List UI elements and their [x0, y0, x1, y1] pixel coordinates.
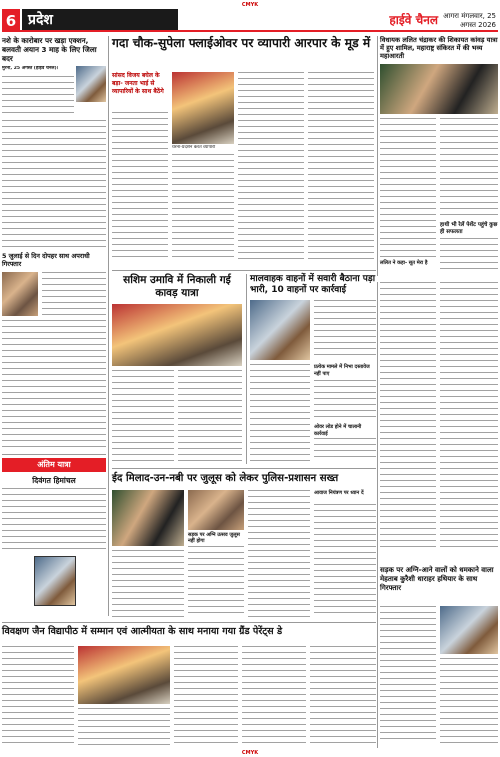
julus-sub: सड़क पर अग्नि उत्सव जुलूस नहीं होगा	[188, 532, 240, 544]
vehicle-photo	[250, 300, 310, 360]
accused-photo	[2, 272, 38, 316]
main-photo-caption: धरना-प्रदर्शन करते व्यापारी	[172, 145, 216, 150]
side-text-1	[380, 606, 436, 744]
bottom-text-4	[242, 646, 306, 746]
vehicle-text-1	[250, 364, 310, 462]
left-text-4	[2, 320, 106, 450]
side-photo	[440, 606, 498, 654]
left-text-2	[2, 120, 106, 248]
section-title: प्रदेश	[22, 9, 178, 32]
main-text-col1	[112, 112, 168, 262]
bottom-story	[2, 626, 376, 748]
obituary-photo	[34, 556, 76, 606]
paper-name: हाईवे चैनल	[389, 13, 438, 27]
main-text-col2	[172, 154, 234, 262]
left-text-3	[42, 272, 106, 316]
place: आगरा	[443, 12, 459, 20]
header-rule	[2, 30, 498, 32]
right-top-text-3	[440, 238, 498, 274]
print-mark-top: CMYK	[241, 2, 259, 8]
bottom-text-5	[310, 646, 376, 746]
kawad-text-2	[178, 370, 242, 462]
main-photo	[172, 72, 234, 144]
right-top-sub2: हाथी भी रेलें पेशेंट पहुंचे कुछ ही सफलता	[440, 222, 498, 235]
julus-story	[112, 472, 376, 620]
obituary-label: अंतिम यात्रा	[2, 458, 106, 472]
print-mark-bottom: CMYK	[241, 750, 259, 756]
julus-headline: ईद मिलाद-उन-नबी पर जुलूस को लेकर पुलिस-प्रशासन सख्त	[112, 473, 339, 484]
obituary-text	[2, 488, 106, 552]
right-middle-text	[380, 282, 498, 560]
left-headline: नशे के कारोबार पर खड़ा एक्शन, बलवती अयान 3 माह के लिए जिला बदर	[2, 36, 97, 63]
vehicle-box1: प्रत्येक मामले में निभा दस्तावेज नहीं पाए	[314, 364, 370, 377]
vehicle-box2: ओवर लोड होने में चालानी कार्रवाई	[314, 424, 362, 437]
vehicle-headline: मालवाहक वाहनों में सवारी बैठाना पड़ा भारी, 10 वाहनों पर कार्रवाई	[250, 274, 376, 295]
right-top-text-2	[440, 118, 498, 218]
bottom-text-2	[78, 708, 170, 746]
side-text-2	[440, 658, 498, 744]
kawad-text-1	[112, 370, 174, 462]
main-text-col4	[308, 72, 374, 262]
vehicle-text-3	[314, 380, 376, 420]
right-top-headline: विधायक ललित चंद्राकर की शिकायत कांवड़ यात्रा में हुए शामिल, महाराष्ट्र संकिरत में की भव्य महाआरती	[380, 36, 498, 60]
kawad-story	[112, 274, 242, 464]
dateline	[438, 12, 496, 30]
left-box-headline: 5 जुलाई से दिन दोपहर साथ अपराधी गिरफ्तार	[2, 252, 90, 268]
kawad-headline: सशिम उमावि में निकाली गई कावड़ यात्रा	[123, 274, 231, 299]
julus-text-4	[314, 504, 376, 618]
kawad-photo	[112, 304, 242, 366]
right-top-story	[380, 36, 498, 276]
bottom-headline: विवक्षण जैन विद्यापीठ में सम्मान एवं आत्मीयता के साथ मनाया गया ग्रैंड पेरेंट्स डे	[2, 626, 283, 637]
julus-photo-2	[188, 490, 244, 530]
julus-photo	[112, 490, 184, 546]
main-story	[112, 36, 374, 266]
julus-text-1	[112, 550, 184, 618]
masthead	[2, 9, 498, 32]
vehicle-text-4	[314, 438, 376, 462]
bottom-text-1	[2, 646, 74, 746]
left-dateline: मुरैना, 25 अगस्त (हाईवे चैनल)।	[2, 66, 59, 71]
side-headline: सड़क पर अग्नि-आने वालों को धमकाने वाला मेहताब कुरैशी धाराहर हथियार के साथ गिरफ्तार	[380, 566, 494, 592]
bottom-text-3	[174, 646, 238, 746]
date: मंगलवार, 25 अगस्त 2026	[459, 12, 496, 29]
julus-sub2: आवाज नियंत्रण पर ध्यान दें	[314, 490, 364, 496]
bottom-photo	[78, 646, 170, 704]
right-top-photo	[380, 64, 498, 114]
person-photo	[76, 66, 106, 102]
vehicle-story	[250, 274, 376, 464]
left-column	[2, 36, 106, 616]
main-headline: गदा चौक-सुपेला फ्लाईओवर पर व्यापारी आरपार के मूड में	[112, 36, 371, 50]
julus-text-2	[188, 546, 244, 618]
page-number: 6	[2, 9, 20, 32]
side-story	[380, 566, 498, 746]
obituary-headline: दिवंगत हिमांचल	[32, 476, 76, 485]
right-top-text-1	[380, 118, 436, 258]
julus-text-3	[248, 490, 310, 618]
main-subhead: सांसद विजय बघेल के बड़ा- जनता भाई से व्यापारियों के साथ बैठेंगे	[112, 72, 164, 95]
main-text-col3	[238, 72, 304, 262]
right-top-sub1: ललित ने कहा- सूत मेरा है	[380, 260, 428, 266]
left-text-1	[2, 76, 74, 116]
vehicle-text-2	[314, 300, 376, 360]
